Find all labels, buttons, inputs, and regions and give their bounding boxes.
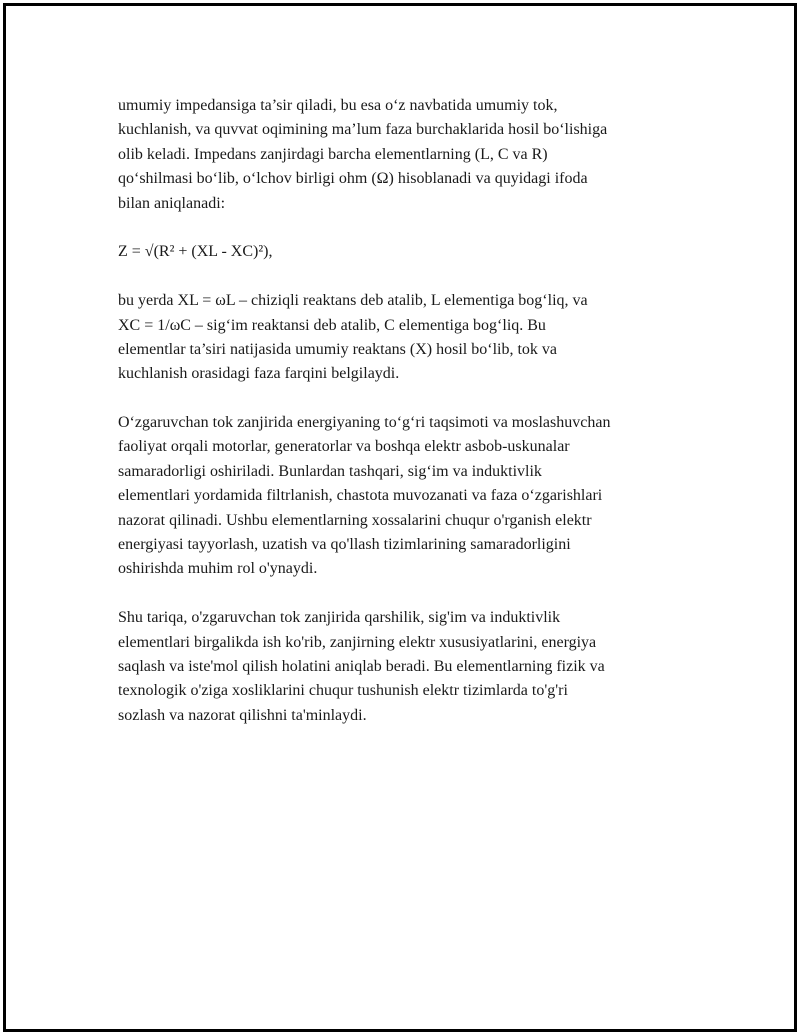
formula-line: Z = √(R² + (XL - XC)²), — [118, 243, 273, 261]
text-line: samaradorligi oshiriladi. Bunlardan tashqari, sig‘im va induktivlik — [118, 462, 542, 480]
text-line: faoliyat orqali motorlar, generatorlar va boshqa elektr asbob-uskunalar — [118, 438, 570, 456]
text-line: umumiy impedansiga ta’sir qiladi, bu esa o‘z navbatida umumiy tok, — [118, 97, 558, 114]
paragraph-energy-distribution — [118, 411, 698, 582]
text-line: nazorat qilinadi. Ushbu elementlarning xossalarini chuqur o'rganish elektr — [118, 511, 592, 529]
text-line: elementlari birgalikda ish ko'rib, zanjirning elektr xususiyatlarini, energiya — [118, 633, 597, 651]
paragraph-spacer — [118, 216, 698, 240]
text-line: kuchlanish, va quvvat oqimining ma’lum faza burchaklarida hosil bo‘lishiga — [118, 121, 608, 139]
text-line: elementlar ta’siri natijasida umumiy reaktans (X) hosil bo‘lib, tok va — [118, 340, 557, 358]
impedance-formula — [118, 240, 698, 264]
paragraph-conclusion — [118, 606, 698, 728]
text-line: elementlari yordamida filtrlanish, chastota muvozanati va faza o‘zgarishlari — [118, 487, 603, 505]
text-line: energiyasi tayyorlash, uzatish va qo'llash tizimlarining samaradorligini — [118, 536, 571, 554]
text-line: XC = 1/ωC – sig‘im reaktansi deb atalib, C elementiga bog‘liq. Bu — [118, 316, 546, 334]
text-line: O‘zgaruvchan tok zanjirida energiyaning to‘g‘ri taqsimoti va moslashuvchan — [118, 414, 611, 432]
text-line: qo‘shilmasi bo‘lib, o‘lchov birligi ohm (Ω) hisoblanadi va quyidagi ifoda — [118, 170, 588, 188]
text-line: saqlash va iste'mol qilish holatini aniqlab beradi. Bu elementlarning fizik va — [118, 657, 605, 675]
paragraph-spacer — [118, 387, 698, 411]
paragraph-reactance — [118, 289, 698, 387]
text-line: bu yerda XL = ωL – chiziqli reaktans deb atalib, L elementiga bog‘liq, va — [118, 292, 588, 310]
text-line: sozlash va nazorat qilishni ta'minlaydi. — [118, 706, 367, 724]
document-body — [118, 94, 698, 728]
text-line: olib keladi. Impedans zanjirdagi barcha elementlarning (L, C va R) — [118, 145, 548, 163]
text-line: oshirishda muhim rol o'ynaydi. — [118, 560, 318, 578]
text-line: texnologik o'ziga xosliklarini chuqur tushunish elektr tizimlarda to'g'ri — [118, 682, 568, 700]
text-line: Shu tariqa, o'zgaruvchan tok zanjirida qarshilik, sig'im va induktivlik — [118, 609, 561, 627]
paragraph-impedance-intro — [118, 94, 698, 216]
text-line: kuchlanish orasidagi faza farqini belgilaydi. — [118, 365, 400, 383]
paragraph-spacer — [118, 265, 698, 289]
paragraph-spacer — [118, 582, 698, 606]
text-line: bilan aniqlanadi: — [118, 194, 226, 212]
